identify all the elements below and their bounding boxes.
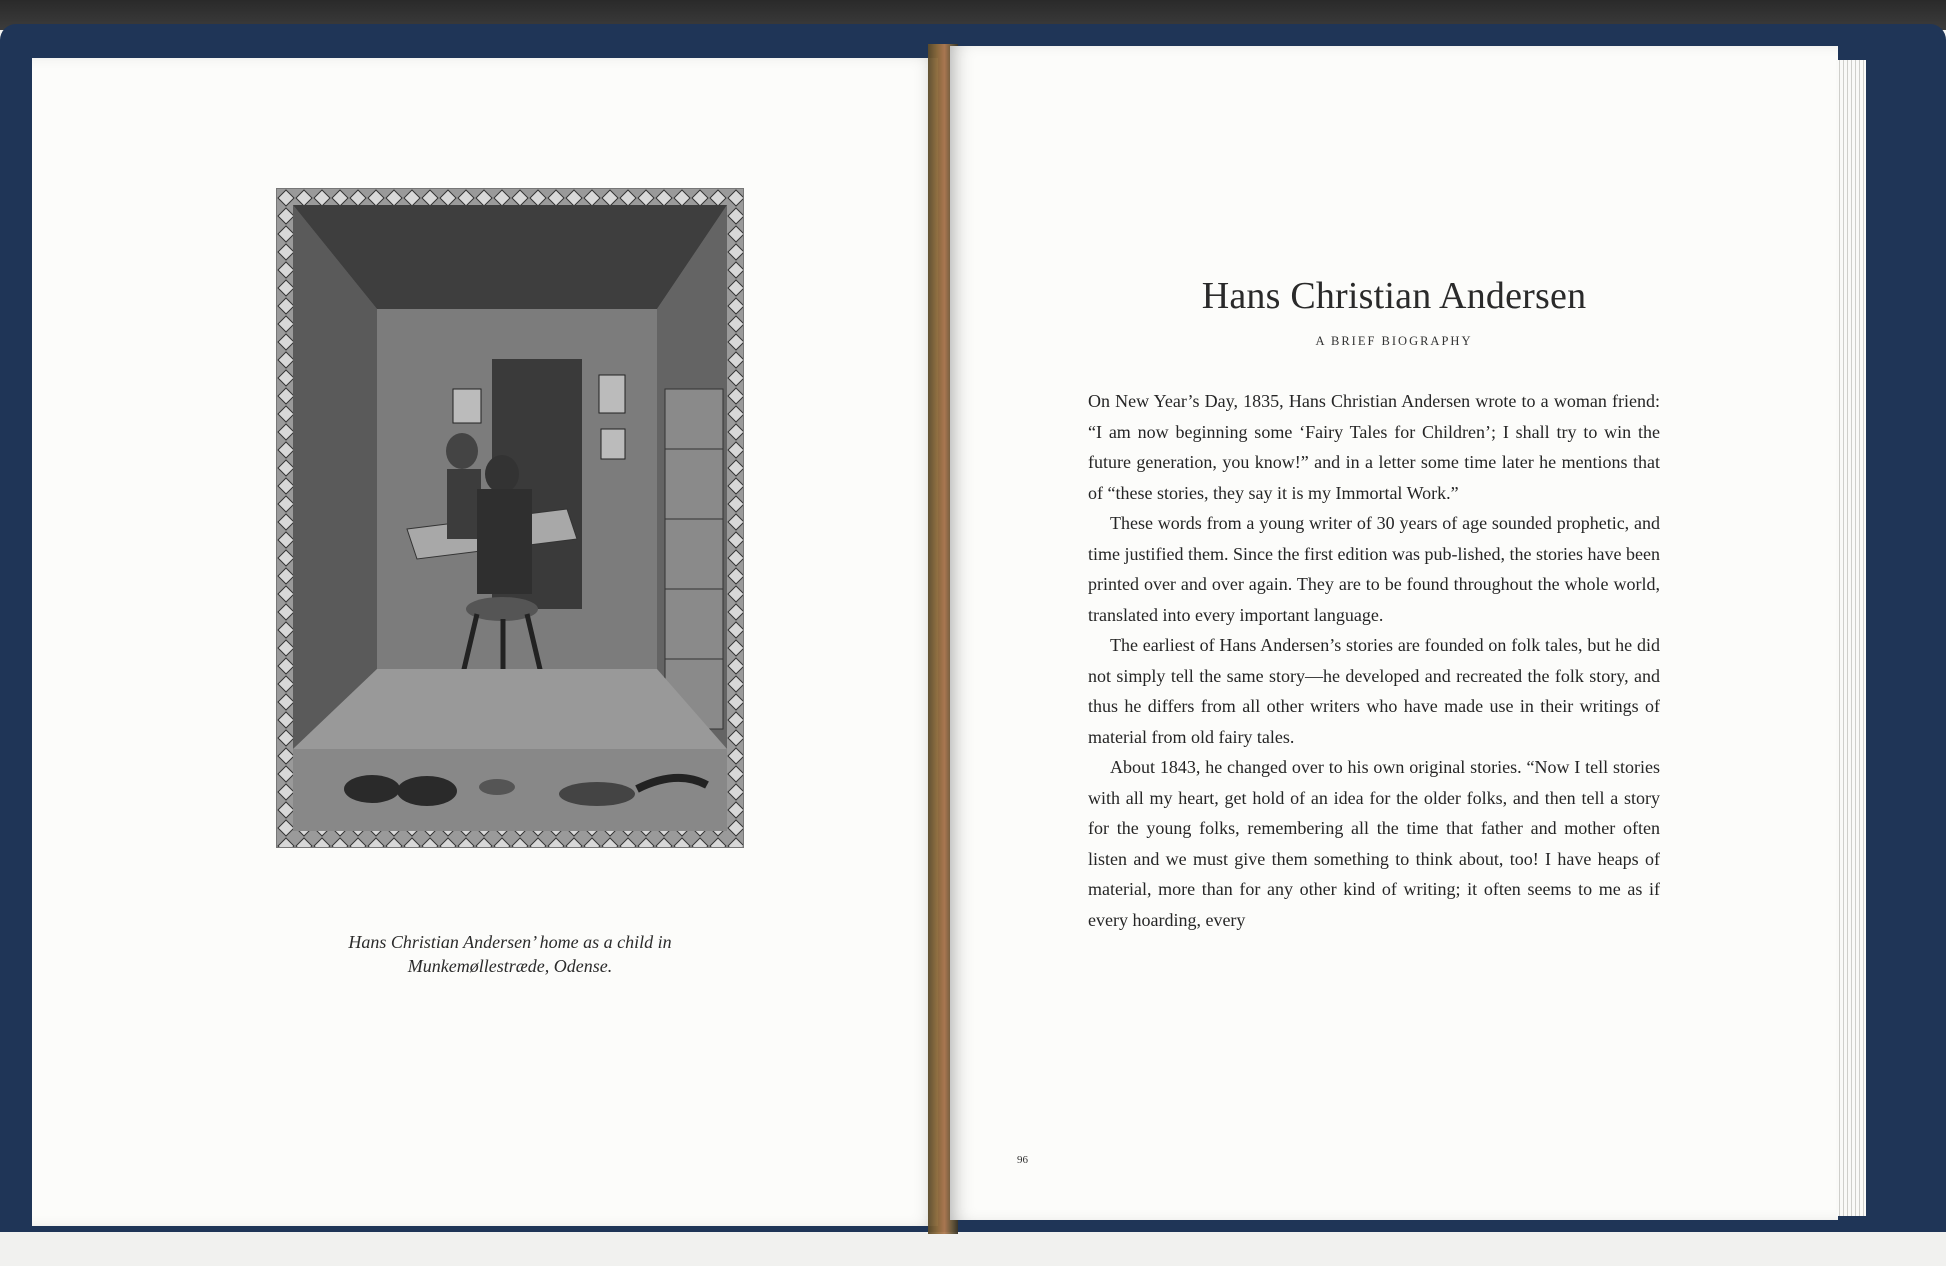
chapter-subtitle: A BRIEF BIOGRAPHY [1315, 334, 1473, 348]
paragraph-4: About 1843, he changed over to his own original stories. “Now I tell stories with all my heart, get hold of an idea for the older folks, and then tell a story for the young folks, remembering all the time that father and mother often listen and we must give them something to think about, too! I have heaps of material, more than for any other kind of writing; it often seems to me as if every hoarding, every [1088, 757, 1660, 930]
page-number: 96 [1017, 1154, 1028, 1166]
illustration-caption [250, 930, 770, 978]
chapter-title: Hans Christian Andersen [1201, 275, 1587, 317]
page-edges [1836, 60, 1868, 1216]
scan-background [0, 1232, 1946, 1266]
paragraph-2: These words from a young writer of 30 years of age sounded prophetic, and time justified them. Since the first edition was pub-lished, the stories have been printed over and over again. They are to be found throughout the whole world, translated into every important language. [1088, 513, 1660, 625]
paragraph-1: On New Year’s Day, 1835, Hans Christian Andersen wrote to a woman friend: “I am now beginning some ‘Fairy Tales for Children’; I shall try to win the future generation, you know!” and in a letter some time later he mentions that of “these stories, they say it is my Immortal Work.” [1088, 391, 1660, 503]
biography-text [1088, 386, 1660, 935]
paragraph-3: The earliest of Hans Andersen’s stories are founded on folk tales, but he did not simply tell the same story—he developed and recreated the folk story, and thus he differs from all other writers who have made use in their writings of material from old fairy tales. [1088, 635, 1660, 747]
caption-line-2: Munkemøllestræde, Odense. [407, 956, 613, 976]
caption-line-1: Hans Christian Andersen’ home as a child in [348, 932, 672, 952]
room-illustration [276, 188, 744, 848]
